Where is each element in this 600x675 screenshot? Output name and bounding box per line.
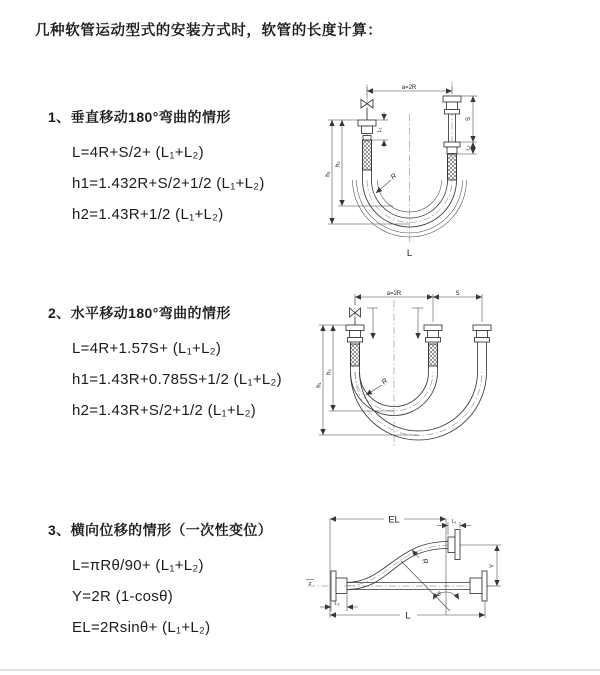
dim-label-h1: h₁ (325, 171, 332, 177)
dim-s (433, 291, 482, 297)
middle-flange (424, 325, 442, 342)
dim-label-h2: h₂ (326, 369, 333, 375)
dim-h1 (317, 325, 419, 435)
dim-label-el: EL (388, 514, 400, 526)
dim-l1 (437, 519, 471, 535)
formula-el: EL=2Rsinθ+ (L₁+L₂) (72, 619, 211, 636)
section-vertical-180 (48, 107, 265, 230)
radius-callout (376, 173, 398, 193)
section-horizontal-180 (48, 303, 282, 426)
section-2-heading: 2、水平移动180°弯曲的情形 (48, 305, 231, 321)
dim-l2 (320, 595, 358, 611)
dim-label-l2: L₂ (465, 145, 472, 151)
dim-label-l1: L₁ (377, 127, 383, 133)
formula-h2: h2=1.43R+1/2 (L₁+L₂) (72, 206, 224, 223)
right-flange (470, 571, 487, 601)
middle-hose (429, 342, 438, 372)
dim-label-h1: h₁ (316, 382, 323, 388)
page-title: 几种软管运动型式的安装方式时，软管的长度计算： (35, 23, 383, 39)
formula-h2: h2=1.43R+S/2+1/2 (L₁+L₂) (72, 402, 257, 419)
section-1-heading: 1、垂直移动180°弯曲的情形 (48, 109, 231, 125)
dim-leg-ticks (367, 308, 423, 339)
left-flange (358, 120, 376, 140)
right-top-flange (443, 96, 461, 114)
dim-label-l: L (406, 248, 413, 259)
dim-label-l: L (405, 610, 411, 622)
dim-label-a2r: a=2R (401, 85, 417, 91)
dim-label-s: S (455, 291, 460, 297)
dim-label-y: Y (490, 563, 496, 569)
page-bottom-edge (0, 669, 600, 671)
dim-label-r: R (420, 557, 429, 566)
dim-label-theta: θ (437, 592, 441, 598)
formula-h1: h1=1.43R+0.785S+1/2 (L₁+L₂) (72, 371, 282, 388)
right-flange (473, 325, 491, 342)
radius-callout (412, 550, 429, 565)
dim-label-l1: L₁ (451, 519, 457, 525)
diagram-lateral-displacement (300, 500, 595, 665)
diagram-horizontal-180-bend (305, 282, 535, 472)
left-hose (351, 342, 360, 372)
formula-h1: h1=1.432R+S/2+1/2 (L₁+L₂) (72, 175, 265, 192)
hose-bend-arcs (351, 372, 487, 440)
section-3-heading: 3、横向位移的情形（一次性变位） (48, 522, 273, 538)
dim-label-h2: h₂ (335, 161, 342, 167)
diagram-vertical-180-bend (305, 62, 535, 262)
left-hose (363, 140, 372, 180)
formula-l: L=4R+1.57S+ (L₁+L₂) (72, 340, 222, 357)
dim-l1 (372, 112, 389, 148)
dim-a-2r (367, 85, 452, 98)
dim-l (330, 601, 485, 622)
upper-flange (448, 530, 460, 560)
right-hose (448, 154, 457, 181)
dim-el (330, 515, 446, 619)
dim-s (460, 96, 477, 142)
dim-label-r: R (389, 172, 399, 182)
radius-callout (366, 378, 389, 395)
formula-y: Y=2R (1-cosθ) (72, 588, 174, 605)
formula-l: L=πRθ/90+ (L₁+L₂) (72, 557, 204, 574)
dim-label-r: R (380, 377, 390, 387)
section-lateral-displacement (48, 520, 272, 643)
right-hose (478, 342, 487, 372)
dim-label-l2: L₂ (334, 601, 340, 607)
left-flange (346, 325, 364, 342)
dim-label-a2r: a=2R (386, 291, 402, 297)
formula-l: L=4R+S/2+ (L₁+L₂) (72, 144, 204, 161)
axis-mark-label: z (308, 581, 312, 587)
dim-label-s: S (466, 116, 472, 122)
right-lower-flange (444, 142, 460, 154)
